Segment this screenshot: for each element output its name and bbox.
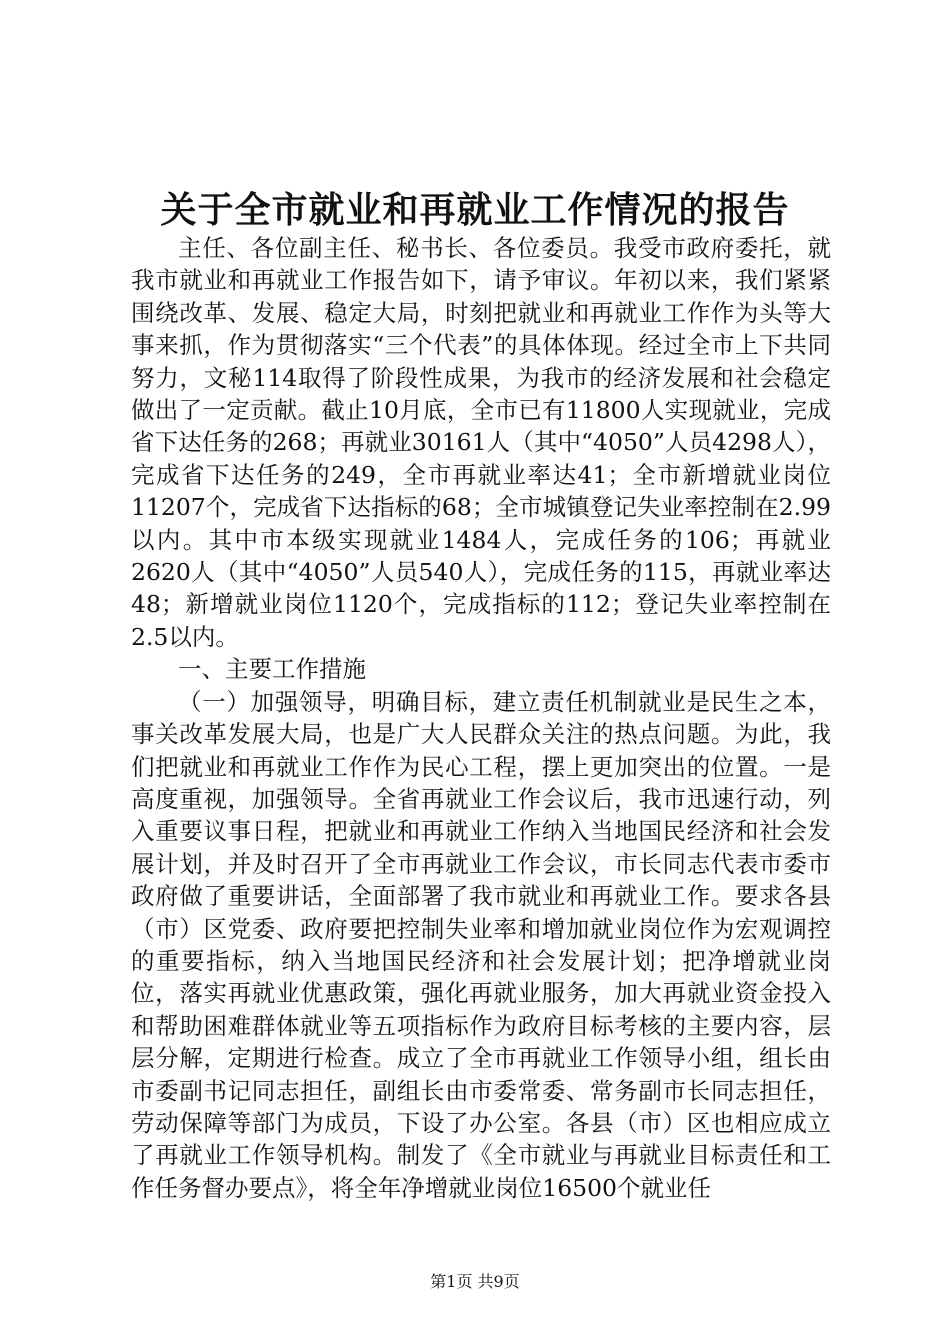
section-heading-main-measures: 一、主要工作措施 (178, 655, 366, 684)
paragraph-intro: 主任、各位副主任、秘书长、各位委员。我受市政府委托，就我市就业和再就业工作报告如下，请予审议。年初以来，我们紧紧围绕改革、发展、稳定大局，时刻把就业和再就业工作作为头等大事来抓，作为贯彻落实“三个代表”的具体体现。经过全市上下共同努力，文秘114取得了阶段性成果，为我市的经济发展和社会稳定做出了一定贡献。截止10月底，全市已有11800人实现就业，完成省下达任务的268；再就业30161人（其中“4050”人员4298人），完成省下达任务的249，全市再就业率达41；全市新增就业岗位11207个，完成省下达指标的68；全市城镇登记失业率控制在2.99以内。其中市本级实现就业1484人，完成任务的106；再就业2620人（其中“4050”人员540人），完成任务的115，再就业率达48；新增就业岗位1120个，完成指标的112；登记失业率控制在2.5以内。 (131, 234, 831, 651)
paragraph-leadership: （一）加强领导，明确目标，建立责任机制就业是民生之本，事关改革发展大局，也是广大人民群众关注的热点问题。为此，我们把就业和再就业工作作为民心工程，摆上更加突出的位置。一是高度重视，加强领导。全省再就业工作会议后，我市迅速行动，列入重要议事日程，把就业和再就业工作纳入当地国民经济和社会发展计划，并及时召开了全市再就业工作会议，市长同志代表市委市政府做了重要讲话，全面部署了我市就业和再就业工作。要求各县（市）区党委、政府要把控制失业率和增加就业岗位作为宏观调控的重要指标，纳入当地国民经济和社会发展计划；把净增就业岗位，落实再就业优惠政策，强化再就业服务，加大再就业资金投入和帮助困难群体就业等五项指标作为政府目标考核的主要内容，层层分解，定期进行检查。成立了全市再就业工作领导小组，组长由市委副书记同志担任，副组长由市委常委、常务副市长同志担任，劳动保障等部门为成员，下设了办公室。各县（市）区也相应成立了再就业工作领导机构。制发了《全市就业与再就业目标责任和工作任务督办要点》，将全年净增就业岗位16500个就业任 (131, 687, 831, 1202)
page-footer: 第1页 共9页 (430, 1272, 520, 1291)
document-title: 关于全市就业和再就业工作情况的报告 (160, 189, 790, 231)
document-body (131, 232, 831, 1204)
